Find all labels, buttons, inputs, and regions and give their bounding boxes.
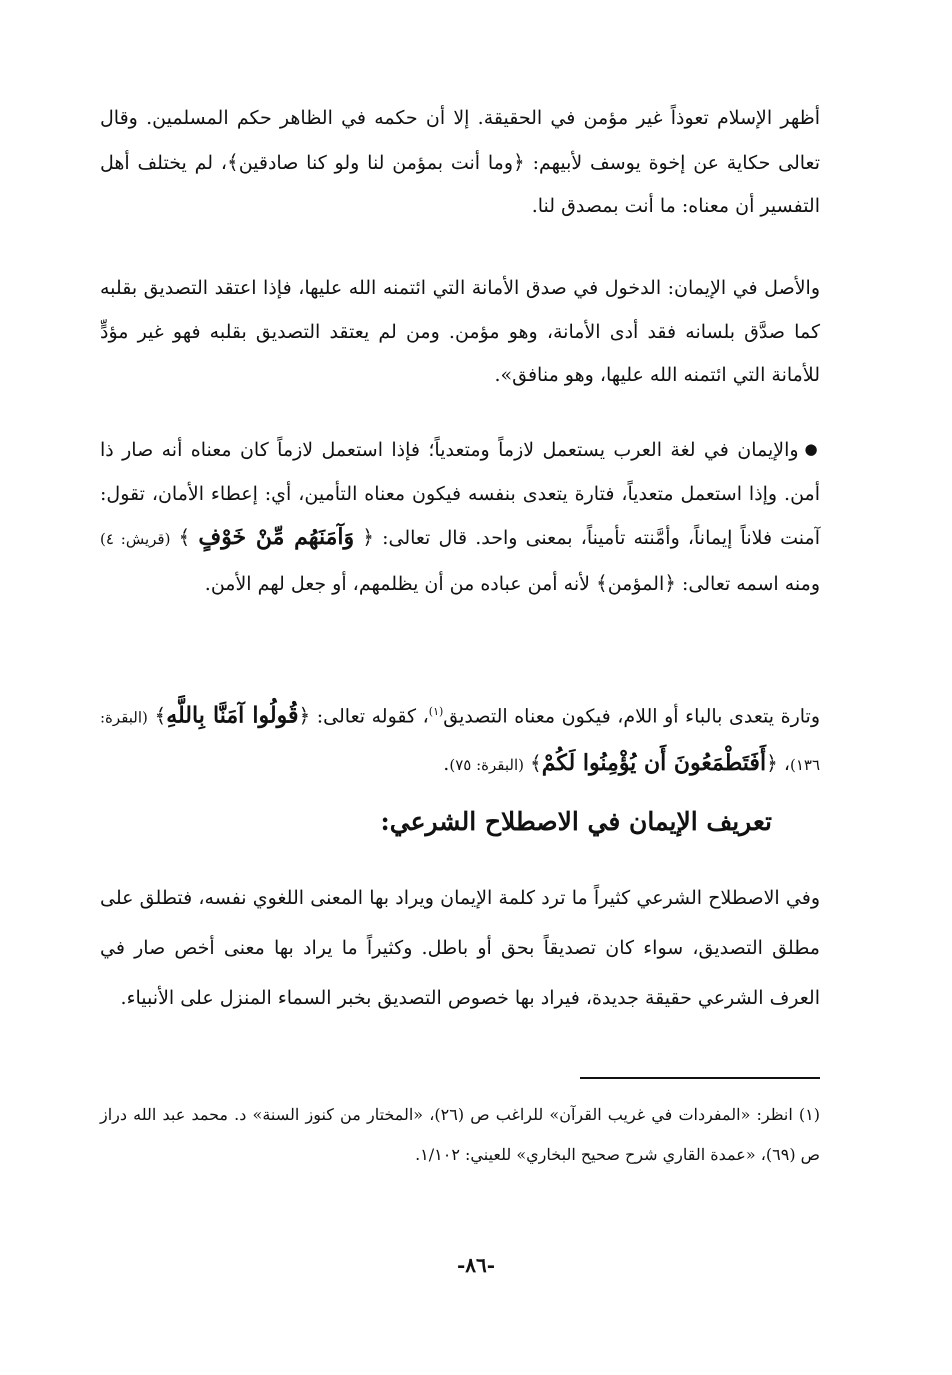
quran-close-bracket: ﴾	[226, 149, 239, 174]
footnote-marker: (١)	[428, 705, 444, 718]
verse-reference: (البقرة: ٧٥)	[449, 756, 524, 775]
paragraph-istilah: وفي الاصطلاح الشرعي كثيراً ما ترد كلمة الإيمان ويراد بها المعنى اللغوي نفسه، فتطلق على مطلق التصديق، سواء كان تصديقاً بحق أو باطل. وكثيراً ما يراد بها معنى أخص صار في العرف الشرعي حقيقة جديدة، فيراد بها خصوص التصديق بخبر السماء المنزل على الأنبياء.	[100, 887, 820, 1009]
paragraph-text: .	[443, 753, 450, 776]
section-heading: تعريف الإيمان في الاصطلاح الشرعي:	[380, 807, 772, 836]
quran-close-bracket: ﴾	[596, 570, 608, 595]
quran-close-bracket: ﴾	[154, 703, 167, 728]
quran-verse: قُولُوا آمَنَّا بِاللَّهِ	[166, 702, 299, 729]
footnote: (١) انظر: «المفردات في غريب القرآن» للراغب ص (٢٦)، «المختار من كنوز السنة» د. محمد عبد الله دراز ص (٦٩)، «عمدة القاري شرح صحيح البخاري» للعيني: ١/١٠٢.	[100, 1105, 821, 1164]
paragraph-asl: والأصل في الإيمان: الدخول في صدق الأمانة التي ائتمنه الله عليها، فإذا اعتقد التصديق بقلبه كما صدَّق بلسانه فقد أدى الأمانة، وهو مؤمن. ومن لم يعتقد التصديق بقلبه فهو غير مؤدٍّ للأمانة التي ائتمنه الله عليها، وهو منافق».	[100, 277, 820, 386]
paragraph-text: ، كقوله تعالى:	[316, 705, 429, 728]
page-number: -٨٦-	[456, 1253, 496, 1277]
paragraph-text: ومنه اسمه تعالى:	[682, 572, 820, 595]
quran-open-bracket: ﴿	[664, 570, 676, 595]
footnote-divider	[580, 1077, 820, 1079]
paragraph-text: لأنه أمن عباده من أن يظلمهم، أو جعل لهم الأمن.	[204, 572, 590, 595]
quran-verse: وَآمَنَهُم مِّنْ خَوْفٍ	[198, 524, 355, 550]
bullet-icon: ●	[804, 440, 820, 458]
verse-reference: (قريش: ٤)	[100, 530, 171, 548]
quran-open-bracket: ﴿	[298, 703, 311, 728]
quran-open-bracket: ﴿	[513, 149, 525, 174]
paragraph-continuation	[100, 97, 820, 229]
divine-name: المؤمن	[607, 572, 665, 595]
paragraph-text: أظهر الإسلام تعوذاً غير مؤمن في الحقيقة. إلا أن حكمه في الظاهر حكم المسلمين.	[146, 107, 820, 129]
quran-quote: وما أنت بمؤمن لنا ولو كنا صادقين	[238, 151, 514, 174]
quran-verse: أَفَتَطْمَعُونَ أَن يُؤْمِنُوا لَكُمْ	[541, 750, 767, 777]
quran-open-bracket: ﴿	[362, 525, 374, 549]
verse-reference: (البقرة: ١٣٦)	[100, 708, 820, 775]
paragraph-tara	[100, 689, 820, 788]
paragraph-text: ، لم يختلف أهل التفسير أن معناه: ما أنت بمصدق لنا.	[100, 151, 820, 217]
paragraph-lugha	[100, 428, 820, 606]
paragraph-text: وتارة يتعدى بالباء أو اللام، فيكون معناه التصديق	[443, 705, 821, 728]
quran-close-bracket: ﴾	[530, 751, 542, 776]
paragraph-text: ،	[783, 753, 790, 776]
quran-close-bracket: ﴾	[178, 525, 191, 549]
quran-open-bracket: ﴿	[766, 751, 778, 776]
paragraph-text: والإيمان في لغة العرب يستعمل لازماً ومتعدياً؛ فإذا استعمل لازماً كان معناه أنه صار ذا أمن. وإذا استعمل متعدياً، فتارة يتعدى بنفسه فيكون معناه التأمين، أي: إعطاء الأمان، تقول: آمنت فلاناً إيماناً، وأمَّنته تأميناً، بمعنى واحد. قال تعالى:	[100, 439, 820, 549]
paragraph-text: وقال تعالى حكاية عن إخوة يوسف لأبيهم:	[100, 107, 820, 174]
